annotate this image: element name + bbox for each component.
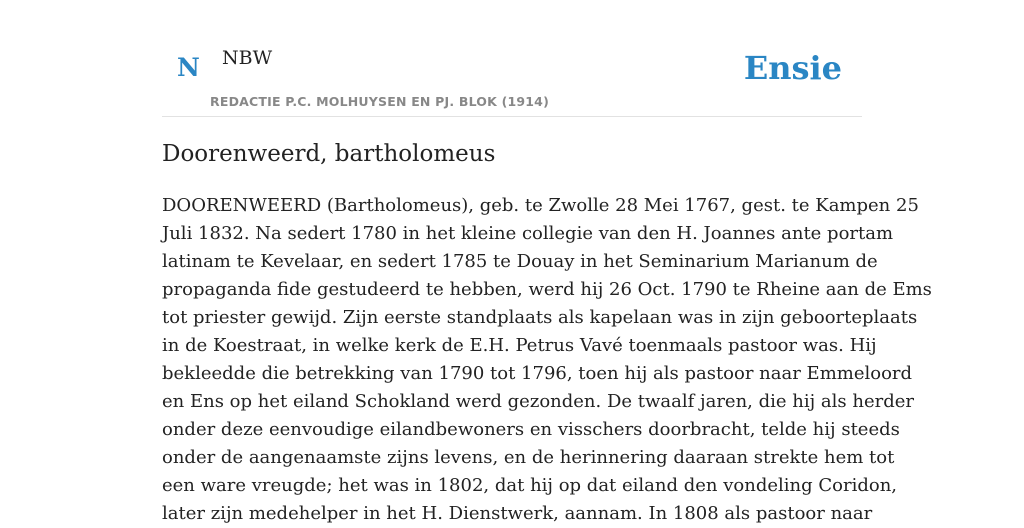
article-line: en Ens op het eiland Schokland werd gezonden. De twaalf jaren, die hij als herder	[162, 391, 914, 412]
source-subtitle: REDACTIE P.C. MOLHUYSEN EN PJ. BLOK (1914)	[210, 94, 549, 109]
article-line: in de Koestraat, in welke kerk de E.H. Petrus Vavé toenmaals pastoor was. Hij	[162, 335, 877, 356]
article-line: bekleedde die betrekking van 1790 tot 1796, toen hij als pastoor naar Emmeloord	[162, 363, 913, 384]
brand-logo[interactable]: Ensie	[743, 49, 842, 87]
header	[162, 0, 862, 117]
article-line: tot priester gewijd. Zijn eerste standplaats als kapelaan was in zijn geboorteplaats	[162, 307, 918, 328]
article-line: latinam te Kevelaar, en sedert 1785 te Douay in het Seminarium Marianum de	[162, 251, 878, 272]
source-logo[interactable]: N	[177, 53, 200, 82]
article-line: een ware vreugde; het was in 1802, dat hij op dat eiland den vondeling Coridon,	[162, 475, 898, 496]
article-title: Doorenweerd, bartholomeus	[162, 141, 496, 167]
article-line: DOORENWEERD (Bartholomeus), geb. te Zwolle 28 Mei 1767, gest. te Kampen 25	[162, 195, 919, 216]
source-name[interactable]: NBW	[222, 47, 273, 69]
article-line: onder de aangenaamste zijns levens, en de herinnering daaraan strekte hem tot	[162, 447, 895, 468]
article-line: Juli 1832. Na sedert 1780 in het kleine collegie van den H. Joannes ante portam	[162, 223, 894, 244]
article-body	[162, 192, 932, 528]
article-line: propaganda fide gestudeerd te hebben, werd hij 26 Oct. 1790 te Rheine aan de Ems	[162, 279, 932, 300]
article-line: later zijn medehelper in het H. Dienstwerk, aannam. In 1808 als pastoor naar	[162, 503, 873, 524]
article-line: onder deze eenvoudige eilandbewoners en visschers doorbracht, telde hij steeds	[162, 419, 900, 440]
